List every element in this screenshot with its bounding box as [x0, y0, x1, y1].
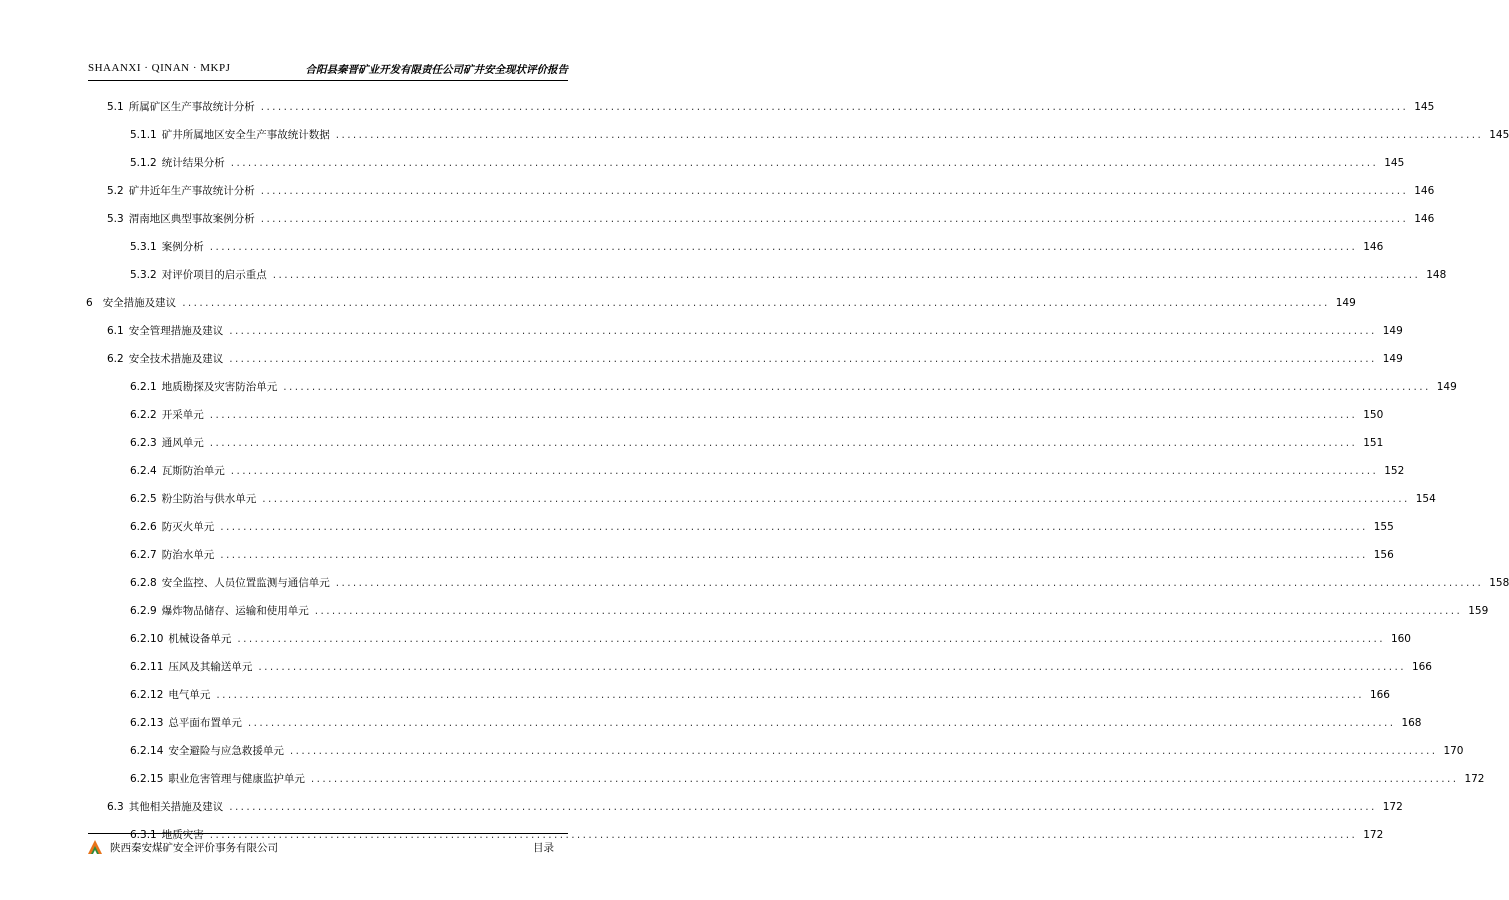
- toc-entry-page: 149: [1436, 381, 1457, 393]
- toc-entry-page: 159: [1468, 605, 1489, 617]
- toc-entry[interactable]: [130, 155, 1405, 171]
- toc-entry-title: 案例分析: [161, 241, 204, 253]
- toc-entry-page: 149: [1382, 325, 1403, 337]
- toc-entry-number: 6.2.14: [130, 745, 164, 757]
- toc-entry-title: 电气单元: [168, 689, 211, 701]
- toc-entry-page: 151: [1363, 437, 1384, 449]
- toc-leader-dots: ........................................................................................................................................................................................................: [260, 185, 1409, 197]
- toc-entry-number: 6.2.1: [130, 381, 157, 393]
- toc-entry[interactable]: [130, 239, 1384, 255]
- toc-leader-dots: ........................................................................................................................................................................................................: [262, 493, 1410, 505]
- toc-entry-number: 6.2.4: [130, 465, 157, 477]
- toc-entry-title: 安全管理措施及建议: [128, 325, 224, 337]
- toc-entry-page: 150: [1363, 409, 1384, 421]
- toc-entry-number: 5.1.2: [130, 157, 157, 169]
- toc-entry-page: 172: [1363, 829, 1384, 841]
- toc-entry-title: 机械设备单元: [168, 633, 232, 645]
- toc-entry-page: 172: [1464, 773, 1485, 785]
- toc-entry-number: 6.2.11: [130, 661, 164, 673]
- toc-leader-dots: ........................................................................................................................................................................................................: [216, 689, 1364, 701]
- toc-entry[interactable]: [107, 211, 1435, 227]
- toc-entry-number: 6.2.5: [130, 493, 157, 505]
- toc-entry[interactable]: [130, 715, 1422, 731]
- toc-entry-page: 156: [1373, 549, 1394, 561]
- toc-entry[interactable]: [130, 603, 1489, 619]
- toc-leader-dots: ........................................................................................................................................................................................................: [209, 437, 1358, 449]
- toc-leader-dots: ........................................................................................................................................................................................................: [209, 829, 1358, 841]
- toc-entry-page: 160: [1390, 633, 1411, 645]
- toc-entry-title: 地质勘探及灾害防治单元: [161, 381, 278, 393]
- footer-divider: [88, 833, 568, 834]
- header-code: SHAANXI · QINAN · MKPJ: [88, 62, 231, 74]
- footer-company-name: 陕西秦安煤矿安全评价事务有限公司: [110, 842, 278, 854]
- toc-entry[interactable]: [130, 379, 1457, 395]
- toc-leader-dots: ........................................................................................................................................................................................................: [220, 521, 1368, 533]
- toc-entry-page: 152: [1384, 465, 1405, 477]
- toc-entry-number: 5.3.2: [130, 269, 157, 281]
- toc-entry[interactable]: [107, 99, 1435, 115]
- toc-entry-number: 6.2.6: [130, 521, 157, 533]
- toc-leader-dots: ........................................................................................................................................................................................................: [237, 633, 1385, 645]
- toc-leader-dots: ........................................................................................................................................................................................................: [209, 409, 1358, 421]
- toc-leader-dots: ........................................................................................................................................................................................................: [310, 773, 1459, 785]
- toc-entry-number: 5.3: [107, 213, 124, 225]
- toc-leader-dots: ........................................................................................................................................................................................................: [230, 465, 1379, 477]
- toc-entry-title: 总平面布置单元: [168, 717, 242, 729]
- toc-leader-dots: ........................................................................................................................................................................................................: [272, 269, 1421, 281]
- toc-entry[interactable]: [130, 463, 1405, 479]
- toc-entry-number: 6.1: [107, 325, 124, 337]
- toc-entry-title: 安全措施及建议: [102, 297, 177, 309]
- toc-leader-dots: ........................................................................................................................................................................................................: [220, 549, 1368, 561]
- toc-entry-title: 开采单元: [161, 409, 204, 421]
- toc-entry[interactable]: [130, 659, 1432, 675]
- toc-entry[interactable]: [130, 435, 1384, 451]
- toc-entry[interactable]: [130, 491, 1436, 507]
- toc-entry-page: 166: [1369, 689, 1390, 701]
- toc-entry[interactable]: [107, 351, 1403, 367]
- toc-entry-number: 6.2.8: [130, 577, 157, 589]
- toc-entry-number: 6.2.15: [130, 773, 164, 785]
- toc-entry-page: 172: [1382, 801, 1403, 813]
- toc-entry-page: 154: [1415, 493, 1436, 505]
- toc-entry-number: 6.2.10: [130, 633, 164, 645]
- toc-entry-page: 146: [1414, 185, 1435, 197]
- toc-leader-dots: ........................................................................................................................................................................................................: [229, 325, 1377, 337]
- toc-entry-number: 6.2.12: [130, 689, 164, 701]
- toc-entry[interactable]: [130, 687, 1390, 703]
- footer-section-label: 目录: [533, 842, 554, 854]
- toc-entry-number: 6.3.1: [130, 829, 157, 841]
- toc-leader-dots: ........................................................................................................................................................................................................: [283, 381, 1431, 393]
- toc-entry-title: 瓦斯防治单元: [161, 465, 225, 477]
- toc-entry-title: 矿井近年生产事故统计分析: [128, 185, 255, 197]
- toc-entry-number: 6.2.2: [130, 409, 157, 421]
- toc-entry[interactable]: [130, 407, 1384, 423]
- toc-entry-title: 安全避险与应急救援单元: [168, 745, 284, 757]
- toc-entry-number: 6.3: [107, 801, 124, 813]
- toc-leader-dots: ........................................................................................................................................................................................................: [209, 241, 1358, 253]
- toc-entry[interactable]: [130, 127, 1509, 143]
- toc-leader-dots: ........................................................................................................................................................................................................: [258, 661, 1406, 673]
- toc-leader-dots: ........................................................................................................................................................................................................: [247, 717, 1396, 729]
- toc-entry-title: 职业危害管理与健康监护单元: [168, 773, 305, 785]
- toc-entry[interactable]: [130, 771, 1485, 787]
- company-logo-icon: [86, 838, 104, 856]
- toc-leader-dots: ........................................................................................................................................................................................................: [314, 605, 1463, 617]
- toc-leader-dots: ........................................................................................................................................................................................................: [289, 745, 1438, 757]
- toc-entry-title: 安全技术措施及建议: [128, 353, 224, 365]
- toc-entry-page: 148: [1426, 269, 1447, 281]
- toc-entry-number: 5.3.1: [130, 241, 157, 253]
- toc-entry-title: 地质灾害: [161, 829, 204, 841]
- toc-leader-dots: ........................................................................................................................................................................................................: [229, 801, 1377, 813]
- toc-entry-number: 5.1: [107, 101, 124, 113]
- toc-entry-page: 168: [1401, 717, 1422, 729]
- toc-entry-title: 防治水单元: [161, 549, 215, 561]
- toc-entry-number: 6.2.3: [130, 437, 157, 449]
- toc-entry-title: 渭南地区典型事故案例分析: [128, 213, 255, 225]
- toc-leader-dots: ........................................................................................................................................................................................................: [230, 157, 1379, 169]
- toc-entry-page: 146: [1363, 241, 1384, 253]
- toc-leader-dots: ........................................................................................................................................................................................................: [335, 577, 1484, 589]
- toc-entry[interactable]: [130, 267, 1447, 283]
- toc-entry-page: 158: [1489, 577, 1509, 589]
- toc-entry-page: 149: [1335, 297, 1356, 309]
- toc-entry-title: 压风及其输送单元: [168, 661, 253, 673]
- toc-entry-number: 5.1.1: [130, 129, 157, 141]
- toc-entry-page: 166: [1411, 661, 1432, 673]
- toc-leader-dots: ........................................................................................................................................................................................................: [260, 213, 1409, 225]
- toc-entry[interactable]: [107, 799, 1403, 815]
- toc-entry-title: 矿井所属地区安全生产事故统计数据: [161, 129, 330, 141]
- header-report-title: 合阳县秦晋矿业开发有限责任公司矿井安全现状评价报告: [305, 64, 568, 76]
- toc-entry-number: 6: [86, 297, 93, 309]
- toc-entry-number: 5.2: [107, 185, 124, 197]
- toc-entry-number: 6.2: [107, 353, 124, 365]
- toc-leader-dots: ........................................................................................................................................................................................................: [260, 101, 1409, 113]
- toc-entry-page: 146: [1414, 213, 1435, 225]
- toc-entry[interactable]: [130, 743, 1464, 759]
- toc-entry-number: 6.2.7: [130, 549, 157, 561]
- toc-leader-dots: ........................................................................................................................................................................................................: [182, 297, 1330, 309]
- toc-entry-title: 爆炸物品储存、运输和使用单元: [161, 605, 309, 617]
- toc-entry-page: 145: [1489, 129, 1509, 141]
- toc-entry-page: 170: [1443, 745, 1464, 757]
- toc-entry[interactable]: [130, 575, 1509, 591]
- toc-entry-title: 其他相关措施及建议: [128, 801, 224, 813]
- toc-entry-title: 统计结果分析: [161, 157, 225, 169]
- toc-entry-title: 防灭火单元: [161, 521, 215, 533]
- toc-entry-title: 通风单元: [161, 437, 204, 449]
- toc-entry-number: 6.2.9: [130, 605, 157, 617]
- toc-leader-dots: ........................................................................................................................................................................................................: [335, 129, 1484, 141]
- toc-entry-number: 6.2.13: [130, 717, 164, 729]
- toc-leader-dots: ........................................................................................................................................................................................................: [229, 353, 1377, 365]
- toc-entry[interactable]: [130, 519, 1394, 535]
- toc-entry-title: 对评价项目的启示重点: [161, 269, 267, 281]
- toc-entry[interactable]: [130, 631, 1411, 647]
- toc-entry-title: 粉尘防治与供水单元: [161, 493, 257, 505]
- toc-entry-page: 149: [1382, 353, 1403, 365]
- toc-entry-page: 155: [1373, 521, 1394, 533]
- toc-entry[interactable]: [107, 183, 1435, 199]
- toc-entry-title: 所属矿区生产事故统计分析: [128, 101, 255, 113]
- toc-entry[interactable]: [130, 547, 1394, 563]
- toc-entry-title: 安全监控、人员位置监测与通信单元: [161, 577, 330, 589]
- toc-entry[interactable]: [86, 295, 1356, 311]
- toc-entry[interactable]: [107, 323, 1403, 339]
- toc-entry-page: 145: [1414, 101, 1435, 113]
- toc-entry-page: 145: [1384, 157, 1405, 169]
